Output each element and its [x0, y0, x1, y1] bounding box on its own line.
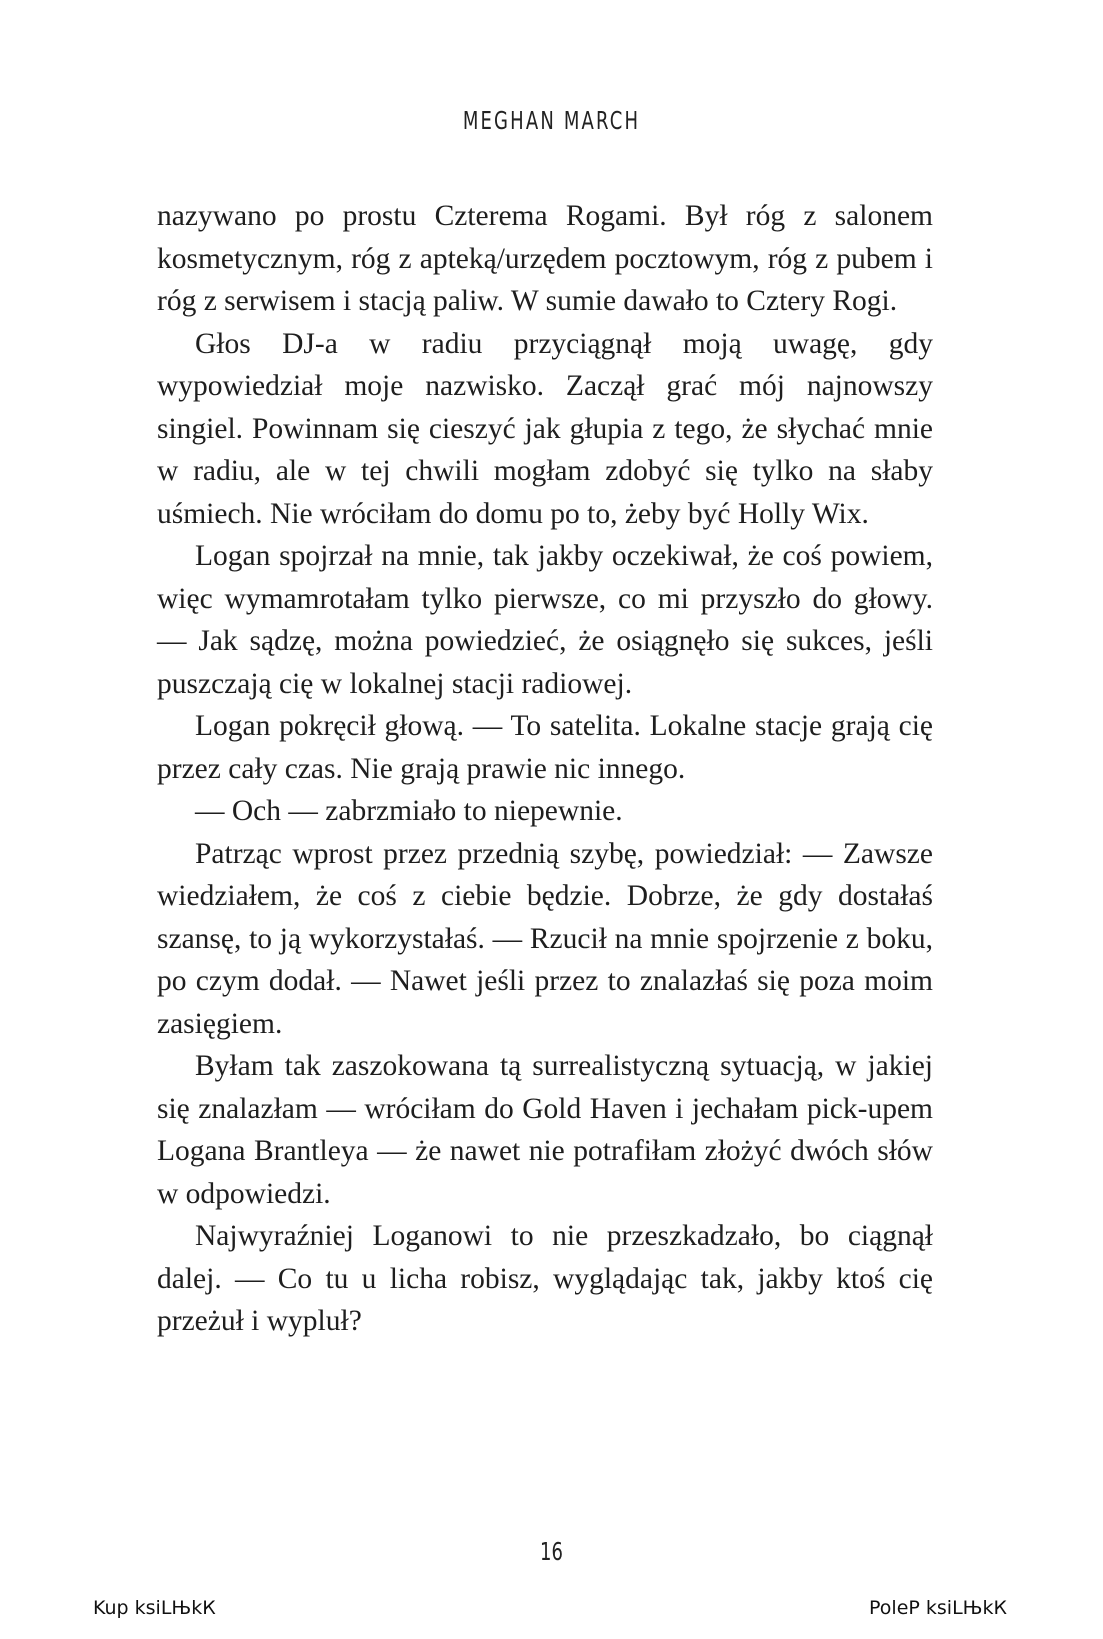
buy-book-link[interactable]: Kup ksiLЊkК — [93, 1597, 216, 1619]
paragraph-4: Logan pokręcił głową. — To satelita. Lokalne stacje grają cię przez cały czas. Nie grają prawie nic innego. — [157, 710, 933, 785]
paragraph-6: Patrząc wprost przez przednią szybę, powiedział: — Zawsze wiedziałem, że coś z ciebie będzie. Dobrze, że gdy dostałaś szansę, to ją wykorzystałaś. — Rzucił na mnie spojrzenie z boku, po czym dodał. — Nawet jeśli przez to znalazłaś się poza moim zasięgiem. — [157, 837, 933, 1040]
paragraph-1: nazywano po prostu Czterema Rogami. Był róg z salonem kosmetycznym, róg z apteką/urzędem pocztowym, róg z pubem i róg z serwisem i stacją paliw. W sumie dawało to Cztery Rogi. — [157, 200, 933, 317]
recommend-book-link[interactable]: PoleР ksiLЊkК — [869, 1597, 1007, 1619]
paragraph-5: — Och — zabrzmiało to niepewnie. — [195, 795, 623, 827]
paragraph-7: Byłam tak zaszokowana tą surrealistyczną sytuacją, w jakiej się znalazłam — wróciłam do Gold Haven i jechałam pick-upem Logana Brantleya — że nawet nie potrafiłam złożyć dwóch słów w odpowiedzi. — [157, 1050, 933, 1210]
page-number: 16 — [540, 1537, 563, 1566]
running-head-author: MEGHAN MARCH — [462, 106, 641, 135]
page-body-text — [157, 195, 933, 1343]
paragraph-8: Najwyraźniej Loganowi to nie przeszkadzało, bo ciągnął dalej. — Co tu u licha robisz, wyglądając tak, jakby ktoś cię przeżuł i wypluł? — [157, 1220, 933, 1337]
paragraph-2: Głos DJ-a w radiu przyciągnął moją uwagę, gdy wypowiedział moje nazwisko. Zaczął grać mój najnowszy singiel. Powinnam się cieszyć jak głupia z tego, że słychać mnie w radiu, ale w tej chwili mogłam zdobyć się tylko na słaby uśmiech. Nie wróciłam do domu po to, żeby być Holly Wix. — [157, 327, 933, 530]
paragraph-3: Logan spojrzał na mnie, tak jakby oczekiwał, że coś powiem, więc wymamrotałam tylko pierwsze, co mi przyszło do głowy. — Jak sądzę, można powiedzieć, że osiągnęło się sukces, jeśli puszczają cię w lokalnej stacji radiowej. — [157, 540, 933, 700]
